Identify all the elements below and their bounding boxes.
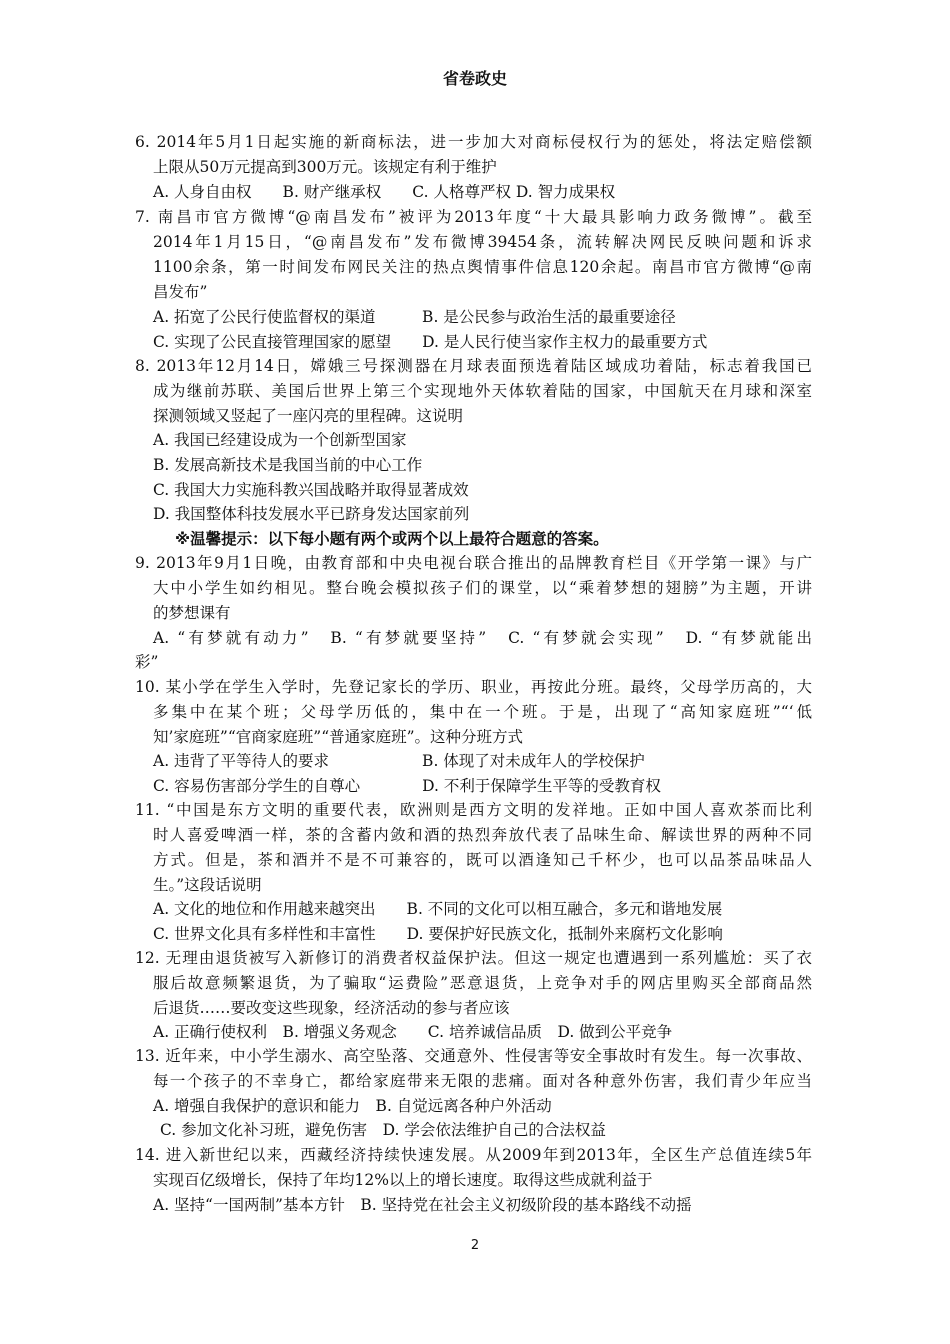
- question-line: 6. 2014年5月1日起实施的新商标法，进一步加大对商标侵权行为的惩处，将法定赔偿额: [135, 133, 812, 151]
- question-line: 多集中在某个班；父母学历低的，集中在一个班。于是，出现了“高知家庭班”“‘低: [153, 703, 812, 721]
- question-line: C. 容易伤害部分学生的自尊心 D. 不利于保障学生平等的受教育权: [153, 777, 661, 795]
- question-line: A. 违背了平等待人的要求 B. 体现了对未成年人的学校保护: [153, 752, 645, 770]
- question-line: 13. 近年来，中小学生溺水、高空坠落、交通意外、性侵害等安全事故时有发生。每一次事故、: [135, 1047, 812, 1065]
- question-line: A. 坚持“一国两制”基本方针 B. 坚持党在社会主义初级阶段的基本路线不动摇: [153, 1196, 692, 1214]
- question-line: 成为继前苏联、美国后世界上第三个实现地外天体软着陆的国家，中国航天在月球和深室: [153, 382, 812, 400]
- question-line: 生。”这段话说明: [153, 876, 262, 894]
- question-line: 的梦想课有: [153, 604, 231, 622]
- question-line: A. 我国已经建设成为一个创新型国家: [153, 431, 407, 449]
- question-line: D. 我国整体科技发展水平已跻身发达国家前列: [153, 505, 470, 523]
- page-header-title: 省卷政史: [442, 69, 507, 88]
- question-line: C. 我国大力实施科教兴国战略并取得显著成效: [153, 481, 469, 499]
- question-line: A. 增强自我保护的意识和能力 B. 自觉远离各种户外活动: [153, 1097, 552, 1115]
- question-line: 14. 进入新世纪以来，西藏经济持续快速发展。从2009年到2013年，全区生产总值连续5年: [135, 1146, 812, 1164]
- question-line: 7. 南昌市官方微博“@南昌发布”被评为2013年度“十大最具影响力政务微博”。截至: [135, 208, 812, 226]
- question-line: B. 发展高新技术是我国当前的中心工作: [153, 456, 423, 474]
- tip-line: ※温馨提示：以下每小题有两个或两个以上最符合题意的答案。: [175, 530, 609, 548]
- question-line: 8. 2013年12月14日，嫦娥三号探测器在月球表面预选着陆区域成功着陆，标志着我国已: [135, 357, 812, 375]
- question-line: C. 实现了公民直接管理国家的愿望 D. 是人民行使当家作主权力的最重要方式: [153, 333, 708, 351]
- question-line: 探测领域又竖起了一座闪亮的里程碑。这说明: [153, 407, 464, 425]
- question-line: 每一个孩子的不幸身亡，都给家庭带来无限的悲痛。面对各种意外伤害，我们青少年应当: [153, 1072, 812, 1090]
- question-line: 9. 2013年9月1日晚，由教育部和中央电视台联合推出的品牌教育栏目《开学第一课》与广: [135, 554, 812, 572]
- question-line: A. 文化的地位和作用越来越突出 B. 不同的文化可以相互融合，多元和谐地发展: [153, 900, 723, 918]
- question-line: 时人喜爱啤酒一样，茶的含蓄内敛和酒的热烈奔放代表了品味生命、解读世界的两种不同: [153, 826, 812, 844]
- question-line: 大中小学生如约相见。整台晚会模拟孩子们的课堂，以“乘着梦想的翅膀”为主题，开讲: [153, 579, 812, 597]
- question-line: 方式。但是，茶和酒并不是不可兼容的，既可以酒逢知己千杯少，也可以品茶品味品人: [153, 851, 812, 869]
- question-line: 服后故意频繁退货，为了骗取“运费险”恶意退货，上竞争对手的网店里购买全部商品然: [153, 974, 812, 992]
- question-line: C. 世界文化具有多样性和丰富性 D. 要保护好民族文化，抵制外来腐朽文化影响: [153, 925, 723, 943]
- question-line: 知’家庭班”“官商家庭班”“普通家庭班”。这种分班方式: [153, 728, 524, 746]
- question-line: 2014年1月15日，“@南昌发布”发布微博39454条，流转解决网民反映问题和诉求: [153, 233, 812, 251]
- question-line: 11. “中国是东方文明的重要代表，欧洲则是西方文明的发祥地。正如中国人喜欢茶而比利: [135, 801, 812, 819]
- question-line: A. 正确行使权利 B. 增强义务观念 C. 培养诚信品质 D. 做到公平竞争: [153, 1023, 673, 1041]
- question-line: A. “有梦就有动力” B. “有梦就要坚持” C. “有梦就会实现” D. “有梦就能出: [153, 629, 812, 647]
- question-line: 12. 无理由退货被写入新修订的消费者权益保护法。但这一规定也遭遇到一系列尴尬：买了衣: [135, 949, 812, 967]
- question-line: 实现百亿级增长，保持了年均12%以上的增长速度。取得这些成就利益于: [153, 1171, 653, 1189]
- page-number: 2: [470, 1238, 480, 1253]
- question-line: 1100余条，第一时间发布网民关注的热点舆情事件信息120余起。南昌市官方微博“@南: [153, 258, 812, 276]
- question-line: 彩”: [135, 653, 159, 671]
- question-line: 后退货……要改变这些现象，经济活动的参与者应该: [153, 999, 510, 1017]
- question-line: A. 拓宽了公民行使监督权的渠道 B. 是公民参与政治生活的最重要途径: [153, 308, 676, 326]
- question-line: 上限从50万元提高到300万元。该规定有利于维护: [153, 158, 497, 176]
- question-line: C. 参加文化补习班，避免伤害 D. 学会依法维护自己的合法权益: [160, 1121, 606, 1139]
- question-line: 10. 某小学在学生入学时，先登记家长的学历、职业，再按此分班。最终，父母学历高的，大: [135, 678, 812, 696]
- question-line: A. 人身自由权 B. 财产继承权 C. 人格尊严权 D. 智力成果权: [153, 183, 616, 201]
- question-line: 昌发布”: [153, 283, 208, 301]
